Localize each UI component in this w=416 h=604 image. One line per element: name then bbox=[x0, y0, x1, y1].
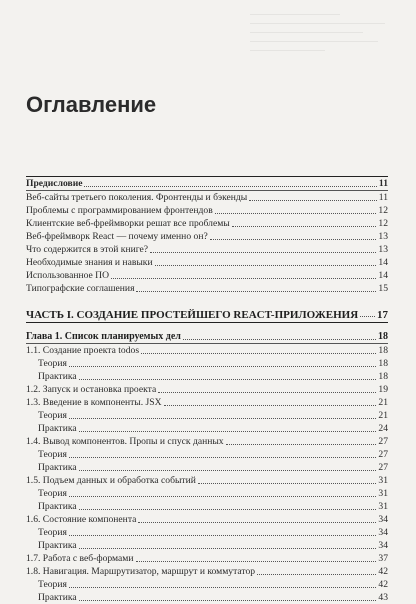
toc-entry-page: 11 bbox=[378, 192, 388, 203]
dot-leader bbox=[257, 574, 376, 575]
dot-leader bbox=[215, 213, 377, 214]
dot-leader bbox=[360, 316, 375, 317]
dot-leader bbox=[79, 509, 377, 510]
toc-entry[interactable] bbox=[26, 282, 388, 295]
toc-subsection[interactable] bbox=[26, 422, 388, 435]
toc-part-page: 17 bbox=[377, 309, 388, 321]
toc-chapter-title: Глава 1. Список планируемых дел bbox=[26, 331, 181, 342]
toc-entry-title: Практика bbox=[38, 540, 77, 551]
dot-leader bbox=[198, 483, 377, 484]
toc-subsection[interactable] bbox=[26, 461, 388, 474]
toc-entry[interactable] bbox=[26, 204, 388, 217]
toc-entry-page: 18 bbox=[378, 358, 388, 369]
toc-subsection[interactable] bbox=[26, 357, 388, 370]
dot-leader bbox=[155, 265, 377, 266]
toc-subsection[interactable] bbox=[26, 409, 388, 422]
dot-leader bbox=[79, 379, 377, 380]
toc-entry-title: 1.8. Навигация. Маршрутизатор, маршрут и коммутатор bbox=[26, 566, 256, 577]
toc-entry-title: Практика bbox=[38, 423, 77, 434]
toc-entry-title: 1.5. Подъем данных и обработка событий bbox=[26, 475, 196, 486]
dot-leader bbox=[183, 339, 376, 340]
dot-leader bbox=[164, 405, 377, 406]
dot-leader bbox=[136, 561, 377, 562]
toc-section[interactable] bbox=[26, 513, 388, 526]
toc-entry[interactable] bbox=[26, 230, 388, 243]
dot-leader bbox=[79, 470, 377, 471]
toc-entry-title: 1.7. Работа с веб-формами bbox=[26, 553, 134, 564]
dot-leader bbox=[249, 200, 377, 201]
toc-chapter-page: 18 bbox=[378, 331, 388, 342]
toc-entry-page: 18 bbox=[378, 371, 388, 382]
toc-entry-title: Теория bbox=[38, 579, 67, 590]
dot-leader bbox=[141, 353, 376, 354]
toc-entry-page: 13 bbox=[378, 244, 388, 255]
dot-leader bbox=[79, 548, 377, 549]
chapter-1-sections bbox=[26, 344, 388, 604]
toc-entry-title: Веб-фреймворк React — почему именно он? bbox=[26, 231, 208, 242]
toc-entry-page: 31 bbox=[378, 501, 388, 512]
toc-entry-page: 18 bbox=[378, 345, 388, 356]
toc-subsection[interactable] bbox=[26, 539, 388, 552]
toc-subsection[interactable] bbox=[26, 448, 388, 461]
toc-subsection[interactable] bbox=[26, 526, 388, 539]
toc-entry-page: 34 bbox=[378, 540, 388, 551]
toc-entry-page: 11 bbox=[378, 178, 388, 189]
toc-entry-page: 14 bbox=[378, 257, 388, 268]
toc-entry-title: Проблемы с программированием фронтендов bbox=[26, 205, 213, 216]
toc-entry-page: 43 bbox=[378, 592, 388, 603]
toc-subsection[interactable] bbox=[26, 591, 388, 604]
toc-entry-page: 31 bbox=[378, 488, 388, 499]
dot-leader bbox=[111, 278, 376, 279]
toc-entry-title: Теория bbox=[38, 488, 67, 499]
dot-leader bbox=[69, 587, 377, 588]
toc-entry[interactable] bbox=[26, 256, 388, 269]
toc-entry-title: Практика bbox=[38, 501, 77, 512]
toc-section[interactable] bbox=[26, 383, 388, 396]
toc-part-title: ЧАСТЬ I. СОЗДАНИЕ ПРОСТЕЙШЕГО REACT-ПРИЛОЖЕНИЯ bbox=[26, 309, 359, 321]
toc-entry-title: 1.4. Вывод компонентов. Пропы и спуск данных bbox=[26, 436, 224, 447]
toc-entry-title: Практика bbox=[38, 462, 77, 473]
dot-leader bbox=[69, 418, 377, 419]
toc-entry-page: 12 bbox=[378, 218, 388, 229]
toc-entry-title: Использованное ПО bbox=[26, 270, 110, 281]
dot-leader bbox=[210, 239, 377, 240]
toc-entry-title: Теория bbox=[38, 449, 67, 460]
dot-leader bbox=[150, 252, 376, 253]
dot-leader bbox=[69, 496, 377, 497]
toc-entry-title: 1.2. Запуск и остановка проекта bbox=[26, 384, 157, 395]
toc-entry-title: Теория bbox=[38, 358, 67, 369]
toc-entry-page: 27 bbox=[378, 462, 388, 473]
dot-leader bbox=[138, 522, 376, 523]
dot-leader bbox=[136, 291, 376, 292]
toc-entry[interactable] bbox=[26, 191, 388, 204]
toc-entry-title: Предисловие bbox=[26, 178, 83, 189]
toc-subsection[interactable] bbox=[26, 500, 388, 513]
toc-section[interactable] bbox=[26, 552, 388, 565]
toc-entry-page: 21 bbox=[378, 397, 388, 408]
toc-section[interactable] bbox=[26, 474, 388, 487]
toc-subsection[interactable] bbox=[26, 370, 388, 383]
dot-leader bbox=[69, 535, 377, 536]
bleed-through-text bbox=[250, 6, 400, 76]
toc-entry-page: 14 bbox=[378, 270, 388, 281]
page-title: Оглавление bbox=[26, 92, 157, 117]
toc-entry-page: 21 bbox=[378, 410, 388, 421]
toc-preface[interactable] bbox=[26, 177, 388, 190]
toc-entry[interactable] bbox=[26, 243, 388, 256]
toc-section[interactable] bbox=[26, 565, 388, 578]
toc-entry-page: 13 bbox=[378, 231, 388, 242]
toc-entry-page: 42 bbox=[378, 566, 388, 577]
toc-section[interactable] bbox=[26, 396, 388, 409]
toc-section[interactable] bbox=[26, 435, 388, 448]
toc-entry-title: Практика bbox=[38, 371, 77, 382]
toc-entry-page: 27 bbox=[378, 449, 388, 460]
toc-entry-page: 24 bbox=[378, 423, 388, 434]
toc-entry-title: Теория bbox=[38, 410, 67, 421]
dot-leader bbox=[69, 366, 377, 367]
toc-entry-page: 34 bbox=[378, 527, 388, 538]
toc-entry-page: 34 bbox=[378, 514, 388, 525]
toc-entry-title: 1.1. Создание проекта todos bbox=[26, 345, 140, 356]
dot-leader bbox=[79, 600, 377, 601]
toc-entry-title: Теория bbox=[38, 527, 67, 538]
toc-entry-title: 1.6. Состояние компонента bbox=[26, 514, 137, 525]
dot-leader bbox=[226, 444, 377, 445]
dot-leader bbox=[69, 457, 377, 458]
toc-section[interactable] bbox=[26, 344, 388, 357]
toc-subsection[interactable] bbox=[26, 578, 388, 591]
toc-entry-page: 31 bbox=[378, 475, 388, 486]
toc-entry-title: 1.3. Введение в компоненты. JSX bbox=[26, 397, 162, 408]
toc-entry-title: Веб-сайты третьего поколения. Фронтенды и бэкенды bbox=[26, 192, 248, 203]
toc-entry-page: 15 bbox=[378, 283, 388, 294]
toc-entry-page: 42 bbox=[378, 579, 388, 590]
toc-entry-title: Типографские соглашения bbox=[26, 283, 135, 294]
toc-entry-page: 12 bbox=[378, 205, 388, 216]
toc-subsection[interactable] bbox=[26, 487, 388, 500]
spacer bbox=[26, 295, 388, 305]
toc-entry-title: Необходимые знания и навыки bbox=[26, 257, 153, 268]
table-of-contents bbox=[26, 176, 388, 604]
toc-entry-page: 37 bbox=[378, 553, 388, 564]
dot-leader bbox=[79, 431, 377, 432]
toc-entry-title: Клиентские веб-фреймворки решат все проблемы bbox=[26, 218, 230, 229]
dot-leader bbox=[232, 226, 377, 227]
toc-part-1[interactable] bbox=[26, 305, 388, 323]
toc-entry-page: 27 bbox=[378, 436, 388, 447]
toc-chapter-1[interactable] bbox=[26, 329, 388, 343]
toc-entry[interactable] bbox=[26, 269, 388, 282]
dot-leader bbox=[84, 186, 376, 187]
toc-entry[interactable] bbox=[26, 217, 388, 230]
toc-entry-page: 19 bbox=[378, 384, 388, 395]
toc-entry-title: Практика bbox=[38, 592, 77, 603]
toc-entry-title: Что содержится в этой книге? bbox=[26, 244, 149, 255]
dot-leader bbox=[158, 392, 376, 393]
